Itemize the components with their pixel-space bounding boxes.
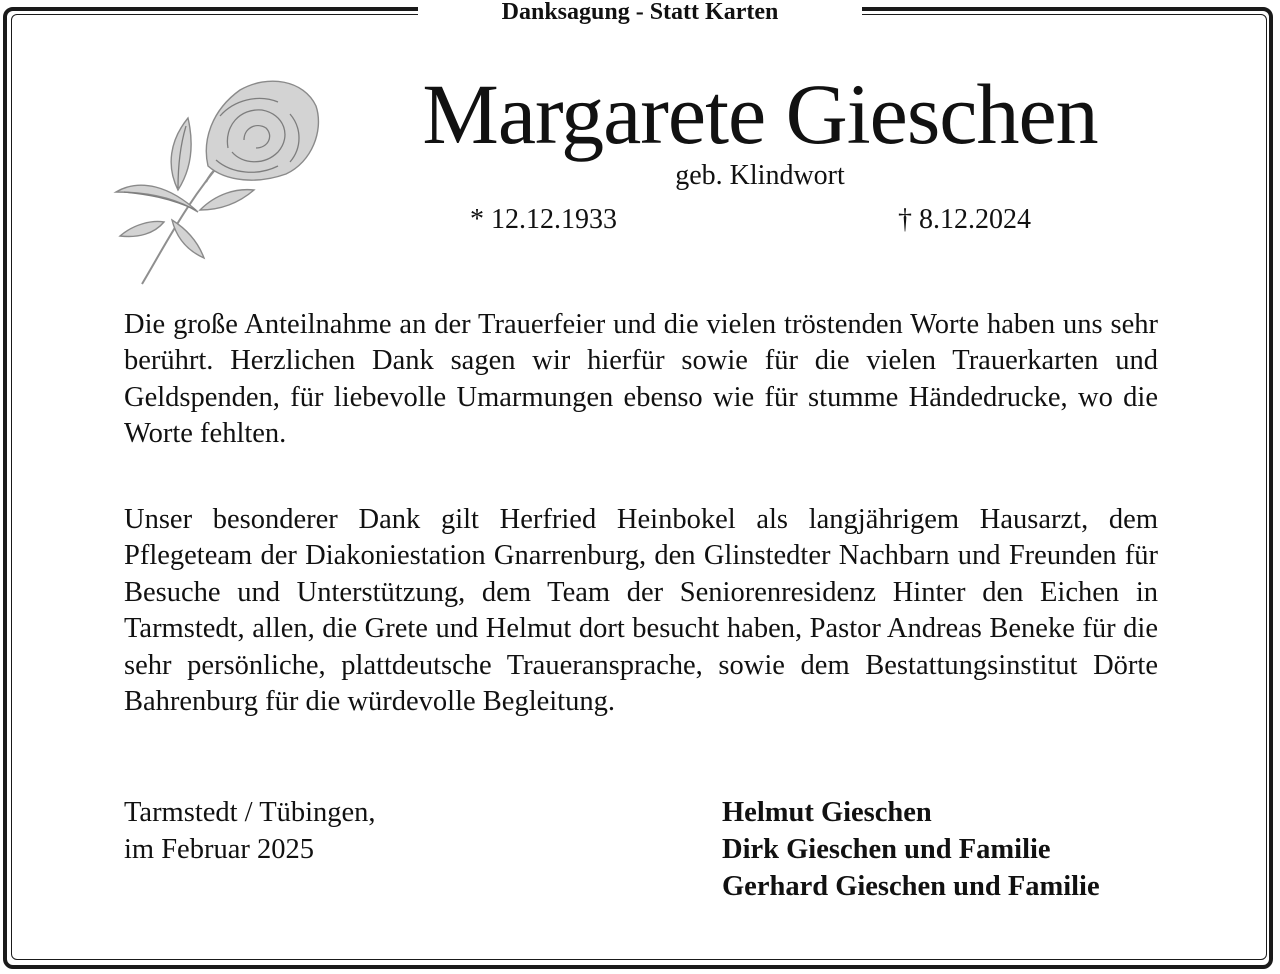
place-line: Tarmstedt / Tübingen, [124, 797, 376, 828]
rose-icon [108, 70, 328, 292]
thanks-paragraph-1: Die große Anteilnahme an der Trauerfeier und die vielen tröstenden Worte haben uns sehr berührt. Herzlichen Dank sagen wir hierfür sowie für die vielen Trauerkarten und Geldspenden, für liebevolle Umarmungen ebenso wie für stumme Händedrucke, wo die Worte fehlten. [124, 309, 1158, 450]
birth-date: * 12.12.1933 [470, 204, 617, 235]
signer: Helmut Gieschen [722, 797, 932, 828]
maiden-name: geb. Klindwort [675, 160, 845, 191]
signers [722, 794, 1100, 905]
signer: Dirk Gieschen und Familie [722, 834, 1051, 865]
notice-heading: Danksagung - Statt Karten [418, 0, 862, 26]
deceased-name: Margarete Gieschen [422, 66, 1098, 162]
date-line: im Februar 2025 [124, 834, 314, 865]
thanks-paragraph-2: Unser besonderer Dank gilt Herfried Heinbokel als langjährigem Hausarzt, dem Pflegeteam der Diakoniestation Gnarrenburg, den Glinstedter Nachbarn und Freunden für Besuche und Unterstützung, dem Team der Seniorenresidenz Hinter den Eichen in Tarmstedt, allen, die Grete und Helmut dort besucht haben, Pastor Andreas Beneke für die sehr persönliche, plattdeutsche Traueransprache, sowie dem Bestattungsinstitut Dörte Bahrenburg für die würdevolle Begleitung. [124, 504, 1158, 718]
death-date: † 8.12.2024 [898, 204, 1031, 235]
signer: Gerhard Gieschen und Familie [722, 871, 1100, 902]
place-and-date [124, 794, 376, 868]
